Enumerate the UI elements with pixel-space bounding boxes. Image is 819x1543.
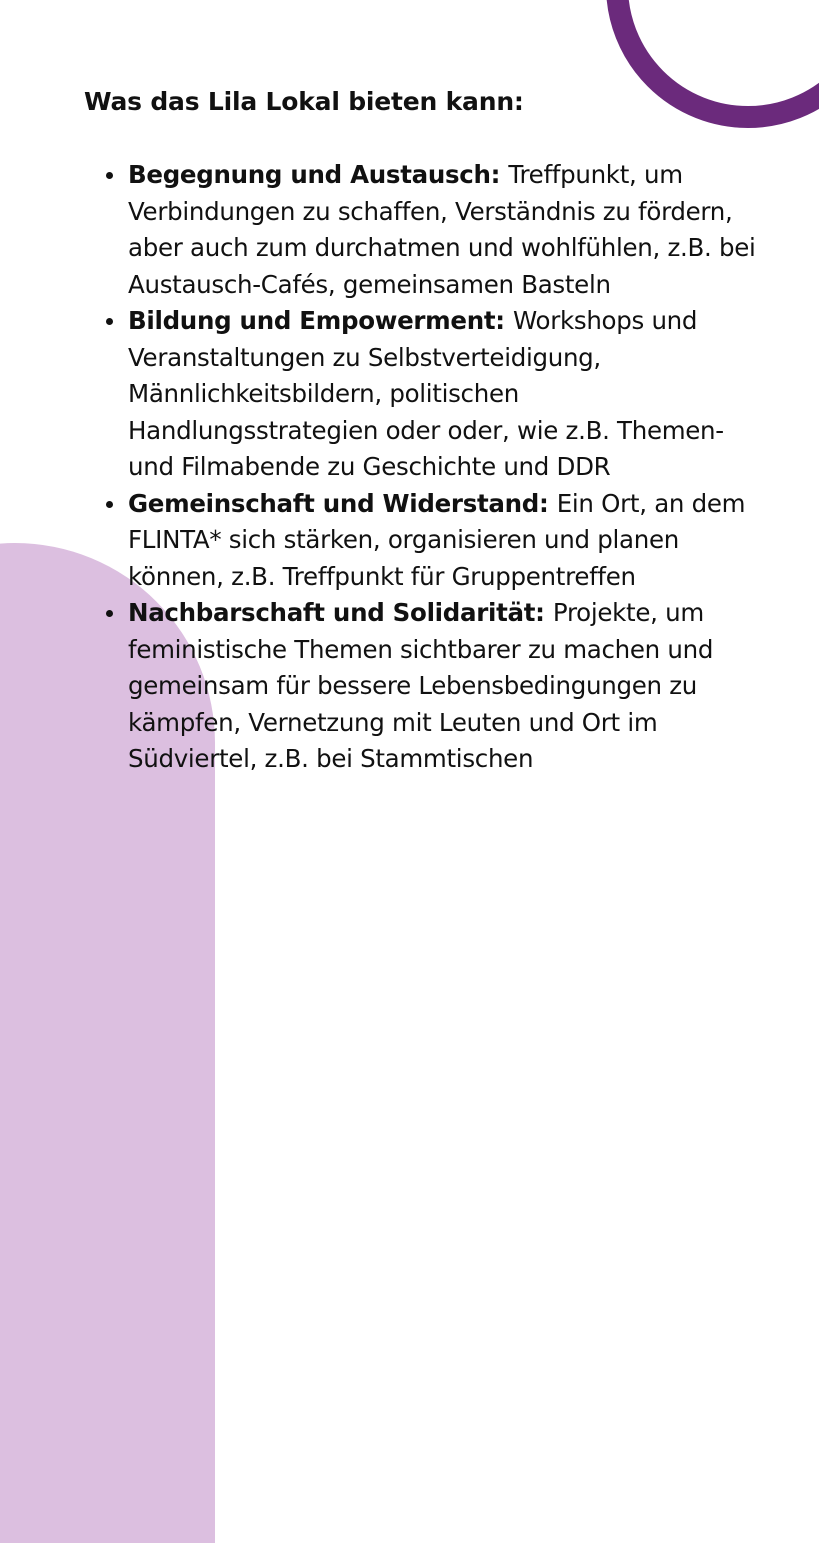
item-text: Treffpunkt, um Verbindungen zu schaffen, Verständnis zu fördern, aber auch zum durchatmen und wohlfühlen, z.B. bei Austausch-Cafés, gemeinsamen Basteln [128, 160, 756, 299]
item-title: Bildung und Empowerment: [128, 306, 514, 335]
bullet-icon [106, 318, 113, 325]
item-title: Gemeinschaft und Widerstand: [128, 488, 557, 518]
main-content [84, 80, 764, 778]
list-item-nachbarschaft [128, 595, 764, 778]
bullet-icon [106, 501, 113, 508]
list-item-begegnung [128, 157, 764, 303]
bullet-icon [106, 172, 113, 179]
list-item-bildung [128, 303, 764, 486]
list-item-gemeinschaft [128, 486, 764, 596]
item-title: Nachbarschaft und Solidarität: [128, 598, 553, 627]
bullet-icon [106, 610, 113, 617]
item-title: Begegnung und Austausch: [128, 160, 509, 189]
item-text: Ein Ort, an dem FLINTA* sich stärken, organisieren und planen können, z.B. Treffpunkt für Gruppentreffen [128, 488, 746, 591]
offer-list [84, 157, 764, 778]
item-text: Projekte, um feministische Themen sichtbarer zu machen und gemeinsam für bessere Lebensbedingungen zu kämpfen, Vernetzung mit Leuten und Ort im Südviertel, z.B. bei Stammtischen [128, 598, 714, 773]
item-text: Workshops und Veranstaltungen zu Selbstverteidigung, Männlichkeitsbildern, politischen Handlungsstrategien oder oder, wie z.B. Themen- und Filmabende zu Geschichte und DDR [128, 306, 724, 481]
page-heading: Was das Lila Lokal bieten kann: [84, 87, 524, 116]
